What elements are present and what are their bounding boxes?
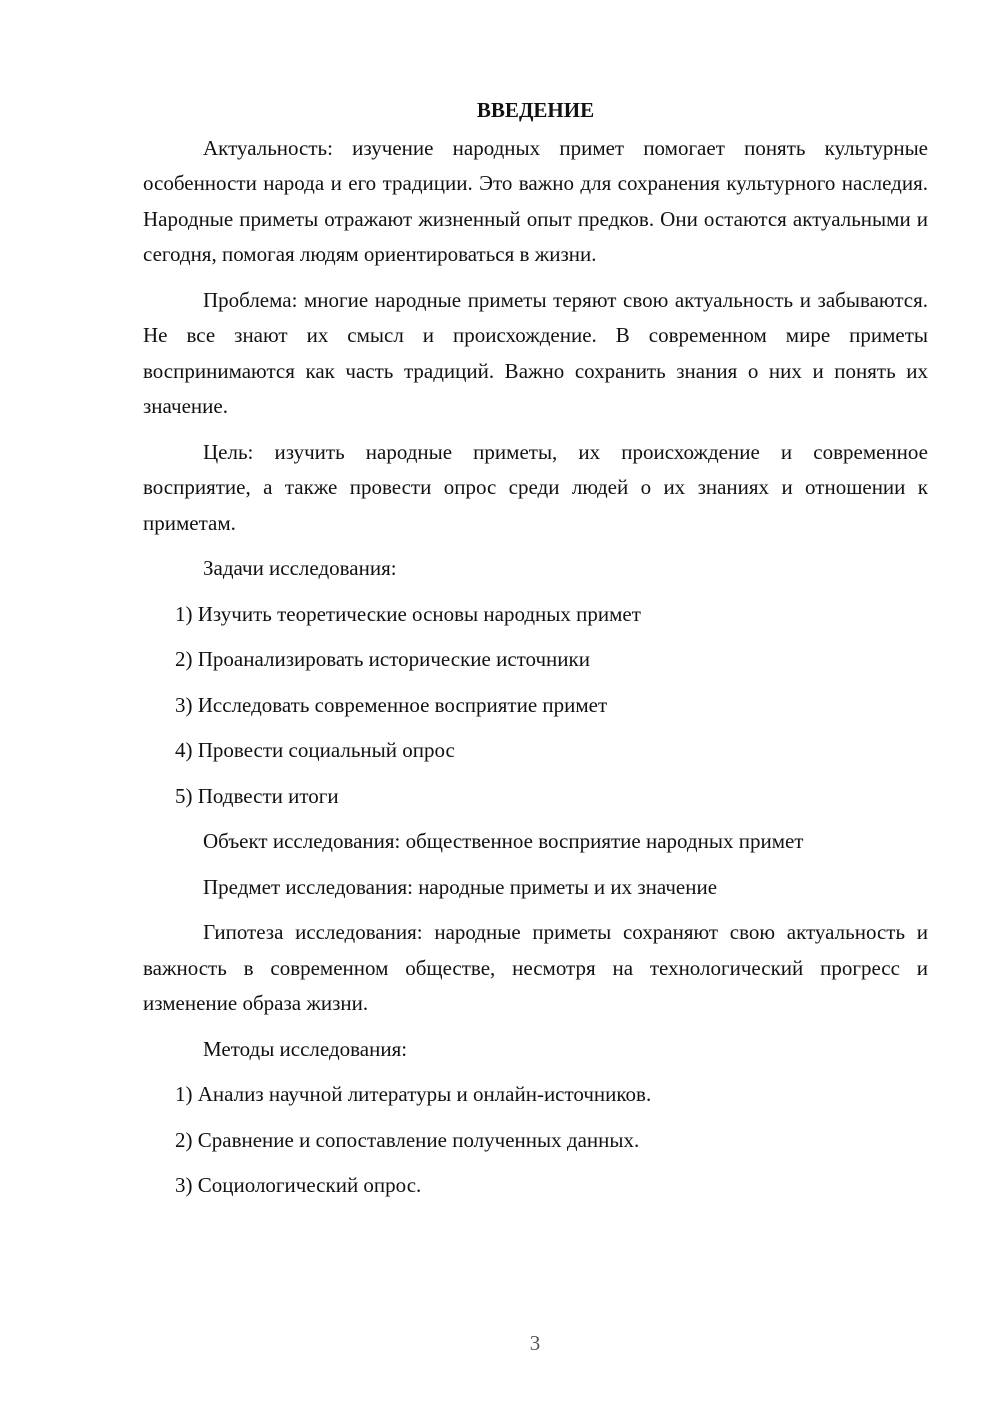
tasks-heading: Задачи исследования: [203, 556, 397, 580]
task-item: 1) Изучить теоретические основы народных примет [175, 601, 641, 626]
method-item: 2) Сравнение и сопоставление полученных данных. [175, 1127, 640, 1152]
task-item: 3) Исследовать современное восприятие примет [175, 692, 608, 717]
section-title: ВВЕДЕНИЕ [476, 98, 595, 122]
methods-heading: Методы исследования: [203, 1036, 408, 1061]
method-item: 1) Анализ научной литературы и онлайн-источников. [175, 1082, 652, 1106]
research-subject: Предмет исследования: народные приметы и их значение [203, 874, 718, 899]
tasks-list [143, 597, 928, 815]
hypothesis-paragraph: Гипотеза исследования: народные приметы сохраняют свою актуальность и важность в современном обществе, несмотря на технологический прогресс и изменение образа жизни. [143, 920, 928, 1015]
research-object: Объект исследования: общественное восприятие народных примет [203, 829, 804, 853]
task-item: 4) Провести социальный опрос [175, 738, 455, 762]
page-content [143, 93, 928, 1214]
methods-list [143, 1077, 928, 1204]
problem-paragraph: Проблема: многие народные приметы теряют свою актуальность и забываются. Не все знают их смысл и происхождение. В современном мире приметы воспринимаются как часть традиций. Важно сохранить знания о них и понять их значение. [143, 287, 928, 418]
page-number: 3 [529, 1331, 541, 1355]
goal-paragraph: Цель: изучить народные приметы, их происхождение и современное восприятие, а также провести опрос среди людей о их знаниях и отношении к приметам. [143, 439, 928, 535]
method-item: 3) Социологический опрос. [175, 1173, 422, 1197]
task-item: 2) Проанализировать исторические источники [175, 647, 590, 671]
relevance-paragraph: Актуальность: изучение народных примет помогает понять культурные особенности народа и его традиции. Это важно для сохранения культурного наследия. Народные приметы отражают жизненный опыт предков. Они остаются актуальными и сегодня, помогая людям ориентироваться в жизни. [143, 135, 928, 266]
task-item: 5) Подвести итоги [175, 783, 339, 808]
